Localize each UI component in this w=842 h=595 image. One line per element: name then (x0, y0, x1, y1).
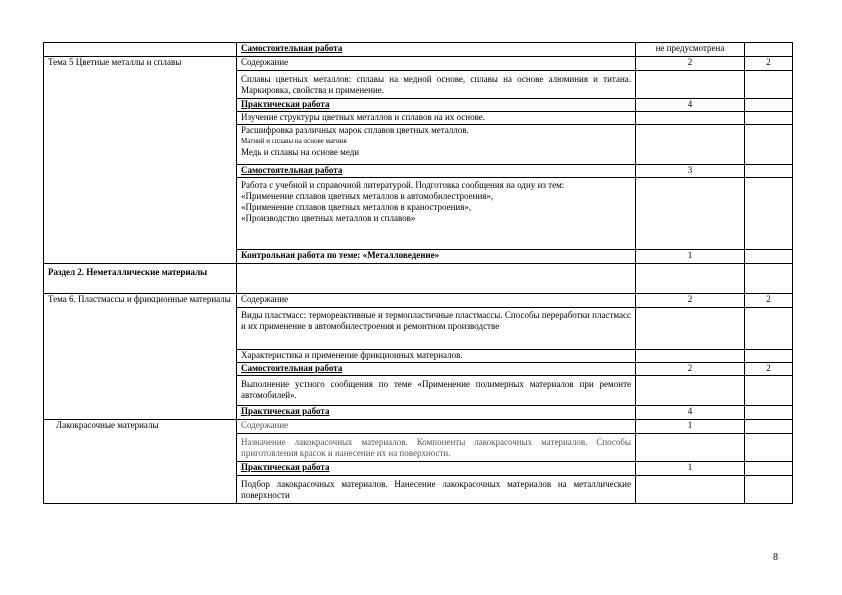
level-cell (745, 71, 793, 99)
section-heading: Практическая работа (237, 406, 636, 420)
level-cell (745, 125, 793, 165)
content-cell: Характеристика и применение фрикционных материалов. (237, 350, 636, 363)
level-cell (745, 264, 793, 294)
hours-cell (636, 125, 745, 165)
content-cell: Назначение лакокрасочных материалов. Компоненты лакокрасочных материалов. Способы приготовления красок и нанесение их на поверхности. (237, 434, 636, 462)
content-line: Расшифровка различных марок сплавов цветных металлов. (241, 125, 469, 135)
hours-cell: 2 (636, 57, 745, 71)
section-heading: Практическая работа (237, 462, 636, 476)
content-cell (237, 125, 636, 165)
hours-cell: 1 (636, 250, 745, 264)
section-heading: Содержание (237, 294, 636, 308)
content-line: «Производство цветных металлов и сплавов» (241, 213, 416, 223)
hours-cell (636, 308, 745, 350)
section-heading: Содержание (237, 57, 636, 71)
content-cell: Виды пластмасс: термореактивные и термопластичные пластмассы. Способы переработки пластмасс и их применение в автомобилестроения и ремонтном производстве (237, 308, 636, 350)
level-cell (745, 350, 793, 363)
hours-cell (636, 71, 745, 99)
hours-cell (636, 178, 745, 250)
hours-cell: 4 (636, 99, 745, 112)
level-cell (745, 434, 793, 462)
content-cell: Изучение структуры цветных металлов и сплавов на их основе. (237, 112, 636, 125)
content-cell: Сплавы цветных металлов: сплавы на медной основе, сплавы на основе алюминия и титана. Маркировка, свойства и применение. (237, 71, 636, 99)
hours-cell: 1 (636, 420, 745, 434)
content-cell (237, 264, 636, 294)
hours-cell (636, 434, 745, 462)
hours-cell (636, 112, 745, 125)
topic-cell: Тема 6. Пластмассы и фрикционные материалы (44, 294, 237, 420)
content-cell (237, 178, 636, 250)
hours-cell (636, 476, 745, 504)
section-title: Раздел 2. Неметаллические материалы (44, 264, 237, 294)
hours-cell: 2 (636, 363, 745, 376)
hours-cell (636, 264, 745, 294)
level-cell (745, 178, 793, 250)
content-line: «Применение сплавов цветных металлов в автомобилестроения», (241, 191, 494, 201)
section-heading: Самостоятельная работа (237, 43, 636, 57)
level-cell (745, 99, 793, 112)
section-heading: Содержание (237, 420, 636, 434)
table-row (44, 264, 793, 294)
topic-cell: Лакокрасочные материалы (44, 420, 237, 504)
topic-cell (44, 43, 237, 57)
level-cell (745, 376, 793, 406)
curriculum-table (43, 42, 793, 504)
table-row (44, 57, 793, 71)
level-cell (745, 112, 793, 125)
section-heading: Практическая работа (237, 99, 636, 112)
hours-cell: 4 (636, 406, 745, 420)
section-heading: Самостоятельная работа (237, 165, 636, 178)
content-line: «Применение сплавов цветных металлов в краностроения», (241, 202, 472, 212)
hours-cell: 2 (636, 294, 745, 308)
table-row (44, 420, 793, 434)
content-line: Работа с учебной и справочной литературой. Подготовка сообщения на одну из тем: (241, 180, 565, 190)
hours-cell: не предусмотрена (636, 43, 745, 57)
level-cell (745, 165, 793, 178)
table-row (44, 294, 793, 308)
level-cell: 2 (745, 294, 793, 308)
hours-cell (636, 376, 745, 406)
section-heading: Самостоятельная работа (237, 363, 636, 376)
content-cell: Выполнение устного сообщения по теме «Применение полимерных материалов при ремонте автомобилей». (237, 376, 636, 406)
content-line: Магний и сплавы на основе магния (241, 137, 347, 145)
hours-cell: 1 (636, 462, 745, 476)
level-cell (745, 250, 793, 264)
level-cell (745, 462, 793, 476)
level-cell (745, 43, 793, 57)
topic-cell: Тема 5 Цветные металлы и сплавы (44, 57, 237, 264)
page-number: 8 (773, 552, 778, 563)
content-cell: Подбор лакокрасочных материалов. Нанесение лакокрасочных материалов на металлические поверхности (237, 476, 636, 504)
level-cell (745, 406, 793, 420)
content-line: Медь и сплавы на основе меди (241, 147, 360, 157)
level-cell: 2 (745, 363, 793, 376)
section-heading: Контрольная работа по теме: «Металловедение» (237, 250, 636, 264)
hours-cell (636, 350, 745, 363)
level-cell: 2 (745, 57, 793, 71)
hours-cell: 3 (636, 165, 745, 178)
level-cell (745, 420, 793, 434)
table-row (44, 43, 793, 57)
level-cell (745, 308, 793, 350)
level-cell (745, 476, 793, 504)
